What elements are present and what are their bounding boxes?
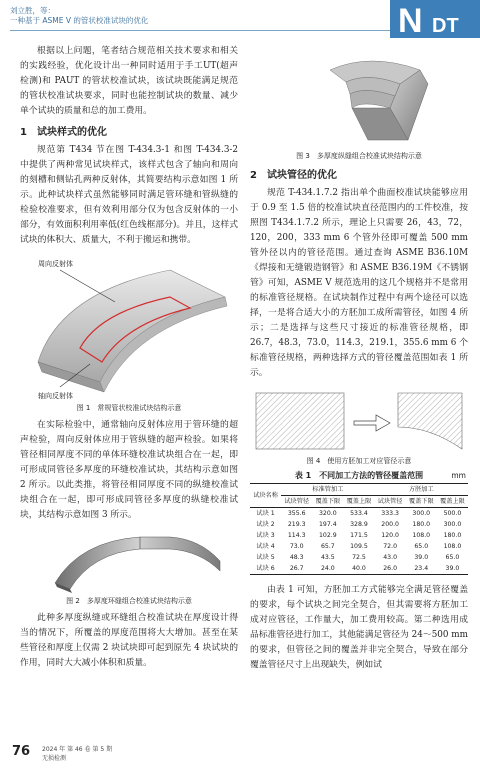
table-cell-value: 300.0: [412, 510, 431, 517]
table-row: [250, 519, 468, 530]
table-subheader-diameter: 试块管径: [284, 498, 310, 505]
table-cell-name: 试块 4: [256, 543, 275, 550]
table-cell-value: 23.4: [414, 565, 429, 572]
table-subheader-lower: 覆盖下限: [315, 498, 341, 505]
figure-1-caption: 图 1 常规管状校准试块结构示意: [76, 404, 182, 412]
table-header-billet: 方胚加工: [375, 484, 468, 496]
paragraph-multithickness: 此种多厚度纵缝或环缝组合校准试块在厚度设计得当的情况下，所覆盖的厚度范围将大大增加。甚至在某些管径和厚度上仅需 2 块试块即可起到原先 4 块试块的作用，同时大大减小体积和质量。: [20, 613, 238, 668]
table-cell-value: 48.3: [289, 554, 304, 561]
logo-letter-n: N: [398, 2, 423, 38]
table-row: [250, 530, 468, 541]
table-cell-value: 219.3: [287, 521, 306, 528]
table-cell-value: 180.0: [412, 521, 431, 528]
table-subheader-upper: 覆盖上限: [440, 498, 465, 505]
table-cell-value: 72.0: [383, 543, 398, 550]
figure-3-caption: 图 3 多厚度纵缝组合校准试块结构示意: [296, 152, 422, 160]
table-subheader-upper: 覆盖上限: [346, 498, 372, 505]
figure-3: [250, 44, 468, 150]
figure-2-drawing: [20, 527, 238, 595]
table-row: [250, 541, 468, 552]
table-cell-value: 65.0: [445, 554, 460, 561]
table-cell-value: 328.9: [350, 521, 368, 528]
figure-1-drawing: [20, 252, 238, 402]
table-1-unit: mm: [451, 471, 466, 480]
table-cell-name: 试块 1: [256, 510, 275, 517]
table-cell-value: 180.0: [443, 532, 462, 539]
table-cell-value: 533.4: [350, 510, 368, 517]
table-subheader-diameter: 试块管径: [377, 498, 403, 505]
logo-letters-dt: DT: [432, 15, 459, 37]
table-header-name: 试块名称: [253, 492, 278, 499]
table-cell-value: 43.5: [320, 554, 335, 561]
table-cell-value: 26.7: [289, 565, 304, 572]
table-1-title: [250, 469, 468, 483]
table-cell-name: 试块 3: [256, 532, 275, 539]
header-rule: [10, 30, 390, 31]
paragraph-application: 在实际检验中，通常轴向反射体应用于管环缝的超声检验，周向反射体应用于管纵缝的超声检验。如果将管径相同厚度不同的单体环缝校准试块组合在一起，即可形成同管径多厚度的环缝校准试块，其结构示意如图 2 所示。以此类推，将管径相同厚度不同的纵缝校准试块组合在一起，即可形成同管径多厚度的纵缝校准试块，其结构示意如图 3 所示。: [20, 420, 238, 520]
journal-info: [42, 745, 162, 763]
page-number: 76: [12, 744, 31, 759]
table-cell-value: 120.0: [381, 532, 399, 539]
table-row: [250, 552, 468, 563]
section-heading-2: 2 试块管径的优化: [250, 170, 337, 181]
table-cell-value: 500.0: [443, 510, 462, 517]
table-1-body: [250, 508, 468, 575]
section-heading-1: 1 试块样式的优化: [20, 127, 107, 138]
table-cell-name: 试块 2: [256, 521, 275, 528]
header-authors: 刘立胜，等：: [10, 6, 55, 15]
table-cell-value: 102.9: [318, 532, 337, 539]
table-cell-value: 73.0: [289, 543, 304, 550]
table-cell-value: 26.0: [383, 565, 398, 572]
table-cell-value: 300.0: [443, 521, 462, 528]
figure-1-label-axial: 轴向反射体: [38, 392, 73, 400]
table-cell-value: 65.0: [414, 543, 429, 550]
table-row: [250, 563, 468, 575]
table-row: [250, 508, 468, 520]
journal-logo: [390, 0, 480, 38]
header-title: 一种基于 ASME V 的管状校准试块的优化: [10, 16, 149, 25]
figure-1-label-circumferential: 周向反射体: [38, 260, 73, 268]
table-cell-value: 108.0: [443, 543, 462, 550]
table-cell-value: 40.0: [352, 565, 366, 572]
figure-4-caption: 图 4 使用方胚加工对应管径示意: [306, 457, 412, 465]
table-header-standard: 标准管加工: [281, 484, 374, 496]
left-column: [20, 44, 238, 671]
table-cell-value: 171.5: [350, 532, 368, 539]
table-cell-value: 24.0: [320, 565, 335, 572]
table-cell-value: 39.0: [445, 565, 460, 572]
table-1: [250, 483, 468, 575]
table-cell-value: 197.4: [318, 521, 337, 528]
table-cell-value: 200.0: [381, 521, 399, 528]
table-cell-value: 355.6: [287, 510, 306, 517]
table-subheader-lower: 覆盖下限: [408, 498, 434, 505]
paragraph-analysis: 由表 1 可知，方胚加工方式能够完全满足管径覆盖的要求，每个试块之间完全契合，但其需要将方胚加工成对应管径，工作量大，加工费用较高。第二种选用成品标准管径进行加工，其他能满足管径为 24～500 mm 的要求，但管径之间的覆盖并非完全契合，导致在部分覆盖管径尺寸上出现缺失，例如试: [250, 585, 468, 670]
figure-3-drawing: [250, 44, 468, 150]
table-cell-value: 65.7: [320, 543, 335, 550]
paragraph-section1: 规范第 T434 节在图 T-434.3-1 和图 T-434.3-2 中提供了两种常见试块样式，该样式包含了轴向和周向的刻槽和侧钻孔两种反射体，其简要结构示意如图 1 所示。此种试块样式虽然能够同时满足管环缝和管纵缝的检验校准要求，但有效利用部分仅为包含反射体的一小部分，有效面积利用率低(红色线框部分)。并且，这样式试块的体积大、质量大，不利于搬运和携带。: [20, 145, 238, 245]
journal-issue: 2024 年 第 46 卷 第 5 期: [42, 746, 113, 753]
table-cell-value: 72.5: [352, 554, 366, 561]
table-cell-value: 43.0: [383, 554, 398, 561]
table-1-title-text: 表 1 不同加工方法的管径覆盖范围: [294, 471, 424, 480]
journal-name: 无损检测: [42, 755, 67, 762]
figure-2-caption: 图 2 多厚度环缝组合校准试块结构示意: [66, 597, 192, 605]
table-cell-value: 320.0: [318, 510, 337, 517]
table-cell-name: 试块 5: [256, 554, 275, 561]
table-cell-value: 114.3: [287, 532, 306, 539]
table-cell-value: 39.0: [414, 554, 429, 561]
table-cell-name: 试块 6: [256, 565, 275, 572]
right-column: [250, 44, 468, 673]
table-cell-value: 109.5: [350, 543, 368, 550]
running-header: [10, 6, 250, 26]
table-cell-value: 108.0: [412, 532, 431, 539]
figure-4: [250, 387, 468, 455]
figure-1: [20, 252, 238, 402]
figure-4-drawing: [250, 387, 468, 455]
paragraph-section2: 规范 T-434.1.7.2 指出单个曲面校准试块能够应用于 0.9 至 1.5 倍的校准试块直径范围内的工件校准，按照图 T434.1.7.2 所示，理论上只需要 26，43，72，120，200，333 mm 6 个管外径即可覆盖 500 mm 管外径以内的管径范围。通过查询 ASME B36.10M《焊接和无缝锻造钢管》和 ASME B36.19M《不锈钢管》可知，ASME V 规范选用的这几个规格并不是常用的标准管径规格。在试块制作过程中有两个途径可以选择，一是将合适大小的方胚加工成所需管径，如图 4 所示；二是选择与这些尺寸接近的标准管径规格，即 26.7，48.3，73.0，114.3，219.1，355.6 mm 6 个标准管径规格，两种选择方式的管径覆盖范围如表 1 所示。: [250, 188, 468, 378]
table-cell-value: 333.3: [381, 510, 399, 517]
paragraph-intro: 根据以上问题，笔者结合规范相关技术要求和相关的实践经验，优化设计出一种同时适用于手工UT(超声检测)和 PAUT 的管状校准试块，该试块既能满足规范的管状校准试块要求，同时也能控制试块的数量、减少单个试块的质量和总的加工费用。: [20, 46, 238, 116]
figure-2: [20, 527, 238, 595]
